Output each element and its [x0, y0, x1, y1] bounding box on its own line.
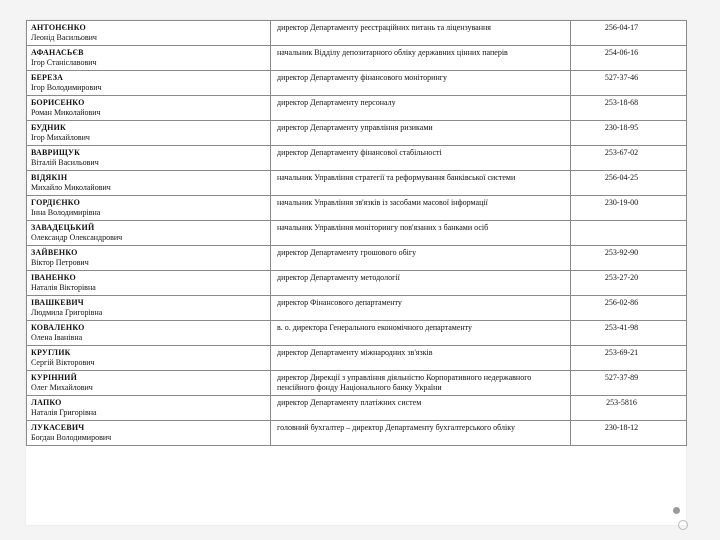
phone-number: 230-19-00 — [604, 198, 639, 207]
table-row — [27, 271, 687, 296]
given-names: Богдан Володимирович — [31, 433, 112, 442]
position-title: директор Департаменту реєстраційних питань та ліцензування — [277, 23, 491, 32]
position-cell — [271, 371, 571, 396]
surname: БЕРЕЗА — [31, 73, 64, 82]
phone-cell — [571, 346, 687, 371]
position-title: директор Департаменту персоналу — [277, 98, 396, 107]
table-row — [27, 121, 687, 146]
given-names: Інна Володимирівна — [31, 208, 101, 217]
phone-number: 527-37-89 — [604, 373, 639, 382]
name-cell — [27, 271, 271, 296]
given-names: Олена Іванівна — [31, 333, 83, 342]
phone-cell — [571, 21, 687, 46]
name-cell — [27, 221, 271, 246]
position-cell — [271, 421, 571, 446]
position-cell — [271, 96, 571, 121]
surname: КОВАЛЕНКО — [31, 323, 85, 332]
position-cell — [271, 221, 571, 246]
given-names: Ігор Михайлович — [31, 133, 90, 142]
name-cell — [27, 346, 271, 371]
table-row — [27, 421, 687, 446]
given-names: Ігор Володимирович — [31, 83, 102, 92]
phone-cell — [571, 171, 687, 196]
position-cell — [271, 321, 571, 346]
phone-cell — [571, 196, 687, 221]
phone-cell — [571, 246, 687, 271]
table-row — [27, 21, 687, 46]
position-cell — [271, 271, 571, 296]
given-names: Віктор Петрович — [31, 258, 89, 267]
position-cell — [271, 121, 571, 146]
position-cell — [271, 346, 571, 371]
surname: ЛАПКО — [31, 398, 62, 407]
surname: ГОРДІЄНКО — [31, 198, 81, 207]
given-names: Олександр Олександрович — [31, 233, 123, 242]
name-cell — [27, 246, 271, 271]
position-title: директор Департаменту методології — [277, 273, 400, 282]
position-title: начальник Управління моніторингу пов'язаних з банками осіб — [277, 223, 489, 232]
phone-number: 256-02-86 — [604, 298, 639, 307]
position-cell — [271, 196, 571, 221]
name-cell — [27, 421, 271, 446]
position-cell — [271, 71, 571, 96]
given-names: Сергій Вікторович — [31, 358, 95, 367]
position-title: директор Департаменту платіжних систем — [277, 398, 422, 407]
position-cell — [271, 171, 571, 196]
surname: ІВАНЕНКО — [31, 273, 76, 282]
surname: ЗАЙВЕНКО — [31, 248, 78, 257]
table-row — [27, 221, 687, 246]
phone-number: 254-06-16 — [604, 48, 639, 57]
phone-cell — [571, 71, 687, 96]
position-cell — [271, 146, 571, 171]
given-names: Людмила Григорівна — [31, 308, 103, 317]
table-row — [27, 246, 687, 271]
phone-cell — [571, 46, 687, 71]
position-cell — [271, 396, 571, 421]
given-names: Віталій Васильович — [31, 158, 99, 167]
position-title: директор Департаменту грошового обігу — [277, 248, 417, 257]
phone-number: 253-69-21 — [604, 348, 639, 357]
surname: БУДНИК — [31, 123, 67, 132]
position-title: в. о. директора Генерального економічного департаменту — [277, 323, 473, 332]
phone-number: 253-41-98 — [604, 323, 639, 332]
position-cell — [271, 21, 571, 46]
surname: БОРИСЕНКО — [31, 98, 85, 107]
phone-cell — [571, 221, 687, 246]
phone-number: 230-18-12 — [604, 423, 639, 432]
phone-cell — [571, 396, 687, 421]
slide-ring-icon — [678, 520, 688, 530]
table-row — [27, 171, 687, 196]
position-title: директор Департаменту фінансового моніторингу — [277, 73, 448, 82]
position-title: директор Департаменту фінансової стабільності — [277, 148, 442, 157]
phone-cell — [571, 146, 687, 171]
surname: ЛУКАСЕВИЧ — [31, 423, 85, 432]
phone-cell — [571, 96, 687, 121]
table-row — [27, 346, 687, 371]
given-names: Наталія Вікторівна — [31, 283, 96, 292]
table-row — [27, 71, 687, 96]
name-cell — [27, 21, 271, 46]
surname: ВІДЯКІН — [31, 173, 68, 182]
phone-cell — [571, 271, 687, 296]
surname: ВАВРИЩУК — [31, 148, 81, 157]
position-title: директор Дирекції з управління діяльністю Корпоративного недержавного пенсійного фонду Національного банку України — [277, 373, 532, 392]
table-row — [27, 146, 687, 171]
name-cell — [27, 321, 271, 346]
surname: КУРІННИЙ — [31, 373, 78, 382]
position-title: директор Департаменту міжнародних зв'язків — [277, 348, 433, 357]
position-cell — [271, 246, 571, 271]
name-cell — [27, 296, 271, 321]
given-names: Роман Миколайович — [31, 108, 101, 117]
table-row — [27, 196, 687, 221]
phone-cell — [571, 421, 687, 446]
phone-number: 253-92-90 — [604, 248, 639, 257]
name-cell — [27, 71, 271, 96]
phone-cell — [571, 371, 687, 396]
phone-cell — [571, 321, 687, 346]
staff-directory-table — [26, 20, 687, 446]
phone-number: 253-67-02 — [604, 148, 639, 157]
surname: АФАНАСЬЄВ — [31, 48, 84, 57]
slide-dot-icon — [673, 507, 680, 514]
name-cell — [27, 46, 271, 71]
phone-cell — [571, 296, 687, 321]
position-title: начальник Відділу депозитарного обліку державних цінних паперів — [277, 48, 508, 57]
table-row — [27, 96, 687, 121]
phone-number: 256-04-25 — [604, 173, 639, 182]
phone-number: 230-18-95 — [604, 123, 639, 132]
phone-number: 256-04-17 — [604, 23, 639, 32]
table-row — [27, 371, 687, 396]
name-cell — [27, 121, 271, 146]
table-row — [27, 46, 687, 71]
phone-number: 253-18-68 — [604, 98, 639, 107]
name-cell — [27, 96, 271, 121]
name-cell — [27, 171, 271, 196]
surname: АНТОНЄНКО — [31, 23, 86, 32]
surname: КРУГЛИК — [31, 348, 71, 357]
position-title: начальник Управління стратегії та реформування банківської системи — [277, 173, 516, 182]
given-names: Леонід Васильович — [31, 33, 97, 42]
surname: ЗАВАДЕЦЬКИЙ — [31, 223, 95, 232]
given-names: Наталія Григорівна — [31, 408, 97, 417]
given-names: Михайло Миколайович — [31, 183, 111, 192]
given-names: Олег Михайлович — [31, 383, 93, 392]
position-cell — [271, 46, 571, 71]
phone-number: 253-5816 — [606, 398, 637, 407]
given-names: Ігор Станіславович — [31, 58, 97, 67]
position-cell — [271, 296, 571, 321]
table-row — [27, 296, 687, 321]
table-row — [27, 396, 687, 421]
position-title: головний бухгалтер – директор Департаменту бухгалтерського обліку — [277, 423, 515, 432]
position-title: начальник Управління зв'язків із засобами масової інформації — [277, 198, 488, 207]
name-cell — [27, 371, 271, 396]
name-cell — [27, 396, 271, 421]
phone-number: 527-37-46 — [604, 73, 639, 82]
name-cell — [27, 196, 271, 221]
table-row — [27, 321, 687, 346]
name-cell — [27, 146, 271, 171]
phone-cell — [571, 121, 687, 146]
position-title: директор Департаменту управління ризиками — [277, 123, 433, 132]
surname: ІВАШКЕВИЧ — [31, 298, 84, 307]
position-title: директор Фінансового департаменту — [277, 298, 402, 307]
phone-number: 253-27-20 — [604, 273, 639, 282]
